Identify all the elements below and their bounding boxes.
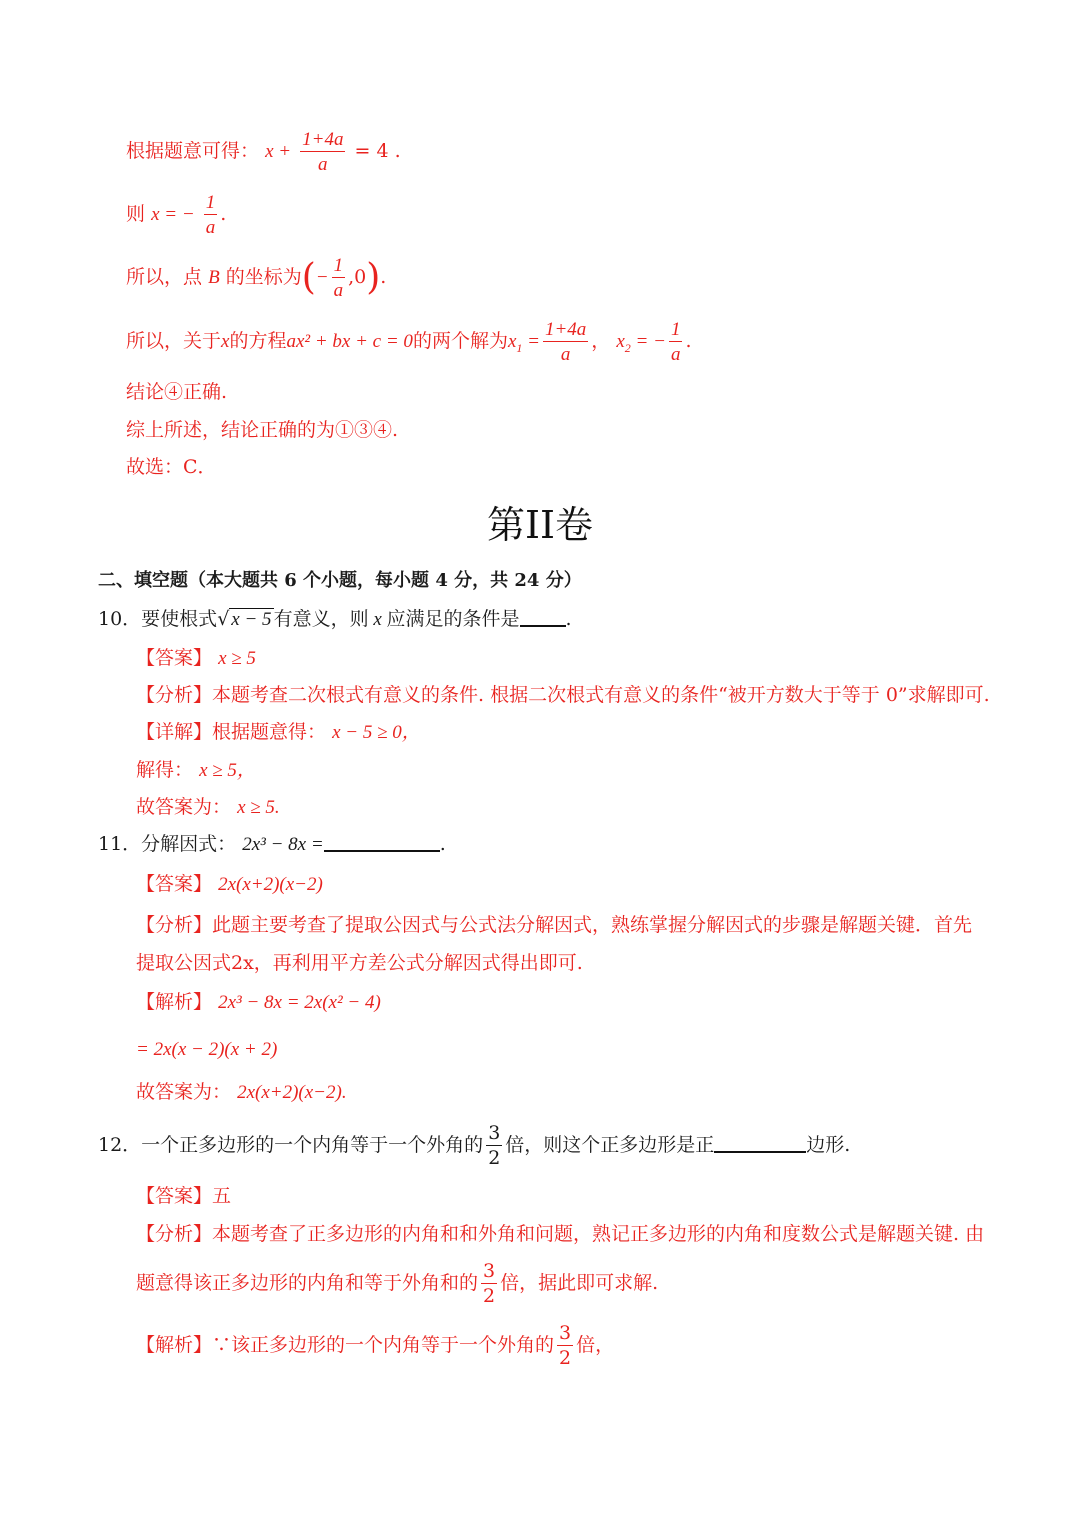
fraction: $\frac{3}{2}$ <box>483 1260 496 1307</box>
q11-solve-2: = 2x(x − 2)(x + 2) <box>136 1039 278 1060</box>
numerator: 3 <box>488 1122 501 1144</box>
text: 所以，点 <box>126 266 203 288</box>
text: 故答案为： <box>136 1081 232 1103</box>
denominator: a <box>560 344 571 365</box>
prev-line-2: 则 x = − $\frac{1}{a}$ . <box>126 192 227 238</box>
answer-blank <box>324 850 440 852</box>
answer-tag: 【答案】 <box>136 1185 213 1207</box>
q11-answer <box>136 875 323 894</box>
math-rhs: = 4 . <box>354 140 401 162</box>
text: 倍， <box>576 1334 615 1356</box>
q12-solve <box>136 1324 614 1368</box>
text: 的两个解为 <box>412 330 508 352</box>
fraction: $\frac{3}{2}$ <box>559 1322 572 1369</box>
q10-final <box>136 798 280 817</box>
denominator: 2 <box>488 1147 501 1169</box>
fraction <box>300 130 345 174</box>
text: 10．要使根式 <box>98 608 218 630</box>
solve-tag: 【解析】 <box>136 991 213 1013</box>
denominator: a <box>333 280 344 301</box>
q12-analysis-2 <box>136 1262 658 1306</box>
text: 根据题意可得： <box>126 140 260 162</box>
answer-blank <box>520 625 566 627</box>
text: 应满足的条件是 <box>386 608 520 630</box>
text: 有意义，则 <box>273 608 369 630</box>
equation: ax² + bx + c = 0 <box>286 331 413 352</box>
q11-solve-1 <box>136 993 381 1012</box>
math: 2x³ − 8x = <box>242 834 324 855</box>
q10-answer <box>136 649 256 668</box>
radicand: x − 5 <box>231 609 272 630</box>
q12-answer <box>136 1187 231 1206</box>
answer-value: x ≥ 5 <box>218 648 256 669</box>
detail-tag: 【详解】 <box>136 721 213 743</box>
text: 边形. <box>806 1134 851 1156</box>
paren: ( <box>301 257 316 298</box>
fraction <box>669 320 683 364</box>
prev-line-3: 所以，点 B 的坐标为(− $\frac{1}{a}$ ,0). <box>126 255 387 301</box>
fraction <box>332 256 346 300</box>
fraction <box>486 1124 502 1168</box>
section-heading: 二、填空题（本大题共 6 个小题，每小题 4 分，共 24 分） <box>98 570 582 591</box>
text: 11．分解因式： <box>98 833 237 855</box>
text: 根据题意得： <box>212 721 327 743</box>
prev-line-7: 故选：C． <box>126 456 217 478</box>
q11-stem: 11．分解因式： 2x³ − 8x = . <box>98 833 446 855</box>
prev-line-1 <box>126 130 401 174</box>
denominator: a <box>670 344 681 365</box>
text: 的方程 <box>229 330 287 352</box>
q10-stem: 10．要使根式√ x − 5 有意义，则 x 应满足的条件是 . <box>98 608 572 630</box>
answer-value: 五 <box>212 1185 232 1207</box>
numerator: 1+4a <box>302 129 344 150</box>
math: 2x(x+2)(x−2). <box>237 1082 347 1103</box>
solve-tag: 【解析】 <box>136 1334 213 1356</box>
numerator: 1+4a <box>544 319 587 340</box>
q10-analysis: 【分析】本题考查二次根式有意义的条件. 根据二次根式有意义的条件“被开方数大于等于 0”求解即可. <box>136 684 990 706</box>
q10-detail <box>136 723 421 742</box>
text: 解得： <box>136 759 194 781</box>
section-title: 第II卷 <box>486 503 594 547</box>
q12-stem <box>98 1124 850 1168</box>
prev-line-4: 所以，关于x的方程ax² + bx + c = 0的两个解为$x_1$ = $\frac{1+4a}{a}$ ， $x_2$ = − $\frac{1}{a}$ . <box>126 319 692 365</box>
text: 12．一个正多边形的一个内角等于一个外角的 <box>98 1134 484 1156</box>
prev-line-5: 结论④正确. <box>126 381 228 403</box>
numerator: 1 <box>205 192 216 213</box>
q10-solve <box>136 761 256 780</box>
point-b: B <box>208 267 220 288</box>
q11-analysis-2: 提取公因式2x，再利用平方差公式分解因式得出即可. <box>136 952 583 974</box>
math-x: x <box>221 331 230 352</box>
text: 倍，则这个正多边形是正 <box>505 1134 715 1156</box>
math-x: x + <box>265 141 292 162</box>
math: x − 5 ≥ 0， <box>332 722 421 743</box>
math: 2x³ − 8x = 2x(x² − 4) <box>218 992 381 1013</box>
q12-analysis-1: 【分析】本题考查了正多边形的内角和和外角和问题，熟记正多边形的内角和度数公式是解题关键. 由 <box>136 1223 985 1245</box>
text: 倍，据此即可求解. <box>500 1272 659 1294</box>
denominator: a <box>205 217 216 238</box>
paren: ) <box>366 257 381 298</box>
answer-tag: 【答案】 <box>136 647 213 669</box>
prev-line-6: 综上所述，结论正确的为①③④. <box>126 419 399 441</box>
text: 故答案为： <box>136 796 232 818</box>
text: 则 <box>126 203 146 225</box>
q11-final <box>136 1083 347 1102</box>
denominator: a <box>318 154 328 175</box>
text: 题意得该正多边形的内角和等于外角和的 <box>136 1272 479 1294</box>
text: 的坐标为 <box>225 266 302 288</box>
q11-analysis-1: 【分析】此题主要考查了提取公因式与公式法分解因式，熟练掌握分解因式的步骤是解题关键．首先 <box>136 914 973 936</box>
answer-tag: 【答案】 <box>136 873 213 895</box>
numerator: 1 <box>670 319 681 340</box>
text: ∵该正多边形的一个内角等于一个外角的 <box>212 1334 555 1356</box>
answer-value: 2x(x+2)(x−2) <box>218 874 323 895</box>
math-lhs: x = − <box>151 204 195 225</box>
math: x ≥ 5， <box>199 760 256 781</box>
answer-blank <box>714 1151 806 1153</box>
fraction <box>543 320 588 364</box>
text: 所以，关于 <box>126 330 222 352</box>
math: x ≥ 5. <box>237 797 280 818</box>
fraction <box>204 193 218 237</box>
numerator: 1 <box>333 255 344 276</box>
